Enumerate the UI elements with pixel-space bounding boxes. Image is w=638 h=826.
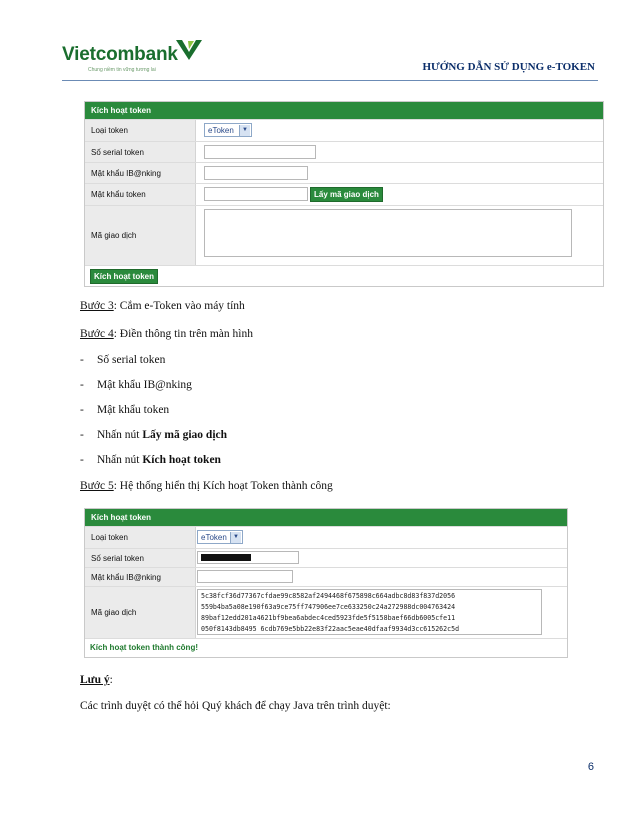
brand-mark-icon (174, 38, 204, 62)
bullet-item: - Nhấn nút Kích hoạt token (80, 454, 221, 466)
success-message: Kích hoạt token thành công! (90, 643, 198, 652)
chevron-down-icon: ▼ (239, 125, 250, 136)
form-label: Số serial token (85, 549, 196, 567)
activate-token-form (84, 101, 604, 287)
form-row-ib-password (85, 567, 567, 586)
bullet-item: - Mật khẩu token (80, 404, 170, 416)
form-row-serial (85, 548, 567, 567)
token-type-select[interactable] (204, 123, 252, 137)
form-label: Mã giao dịch (85, 206, 196, 265)
transaction-code-textarea[interactable] (204, 209, 572, 257)
serial-input[interactable] (204, 145, 316, 159)
form-row-token-type (85, 526, 567, 548)
brand-tagline: Chung niềm tin vững tương lai (88, 67, 156, 73)
activate-token-button[interactable]: Kích hoạt token (90, 269, 158, 284)
hash-line: 5c38fcf36d77367cfdae99c8582af2494468f675898c664adbc8d83f837d2056 (201, 592, 456, 600)
get-transaction-code-button[interactable]: Lấy mã giao dịch (310, 187, 383, 202)
form-title: Kích hoạt token (85, 509, 567, 526)
note-text: Các trình duyệt có thể hỏi Quý khách để chạy Java trên trình duyệt: (80, 700, 391, 712)
hash-line: 050f8143db8495 6cdb769e5bb22e83f22aac5eae40dfaaf9934d3cc615262c5d (201, 625, 460, 633)
serial-input[interactable] (197, 551, 299, 564)
step-label: Bước 3 (80, 300, 114, 312)
redacted-serial (201, 554, 251, 561)
note-label: Lưu ý (80, 674, 110, 686)
form-title: Kích hoạt token (85, 102, 603, 119)
bullet-item: - Mật khẩu IB@nking (80, 379, 192, 391)
form-row-transaction-code (85, 205, 603, 265)
form-label: Mã giao dịch (85, 587, 196, 638)
ib-password-input[interactable] (197, 570, 293, 583)
page-number: 6 (587, 761, 594, 773)
form-row-transaction-code (85, 586, 567, 638)
transaction-code-textarea[interactable] (197, 589, 542, 635)
form-row-serial (85, 141, 603, 162)
form-row-ib-password (85, 162, 603, 183)
bullet-item: - Nhấn nút Lấy mã giao dịch (80, 429, 228, 441)
note-heading: Lưu ý: (80, 674, 113, 686)
form-label: Mật khẩu IB@nking (85, 568, 196, 586)
form-row-token-type (85, 119, 603, 141)
step-3: Bước 3: Cắm e-Token vào máy tính (80, 300, 245, 312)
step-4: Bước 4: Điền thông tin trên màn hình (80, 328, 253, 340)
hash-line: 89baf12edd201a4621bf9bea6abdec4ced5923fde5f5158baef66db6005cfe11 (201, 614, 456, 622)
token-type-value: eToken (201, 533, 227, 542)
document-title: HƯỚNG DẪN SỬ DỤNG e-TOKEN (422, 61, 595, 73)
bullet-item: - Số serial token (80, 354, 166, 366)
vietcombank-logo (62, 38, 212, 78)
form-row-status (85, 638, 567, 658)
form-label: Số serial token (85, 142, 196, 162)
form-row-submit (85, 265, 603, 285)
form-row-token-password (85, 183, 603, 205)
chevron-down-icon: ▼ (230, 532, 241, 543)
form-label: Loại token (85, 527, 196, 548)
step-label: Bước 5 (80, 480, 114, 492)
ib-password-input[interactable] (204, 166, 308, 180)
step-5: Bước 5: Hệ thống hiển thị Kích hoạt Token thành công (80, 480, 333, 492)
form-label: Mật khẩu IB@nking (85, 163, 196, 183)
form-label: Loại token (85, 120, 196, 141)
activate-token-result-form (84, 508, 568, 658)
token-type-value: eToken (208, 126, 234, 135)
hash-line: 559b4ba5a08e190f63a9ce75ff747906ee7ce633250c24a272988dc004763424 (201, 603, 456, 611)
token-type-select[interactable] (197, 530, 243, 544)
header-rule (62, 80, 598, 81)
token-password-input[interactable] (204, 187, 308, 201)
form-label: Mật khẩu token (85, 184, 196, 205)
step-label: Bước 4 (80, 328, 114, 340)
brand-name: Vietcombank (62, 44, 178, 65)
